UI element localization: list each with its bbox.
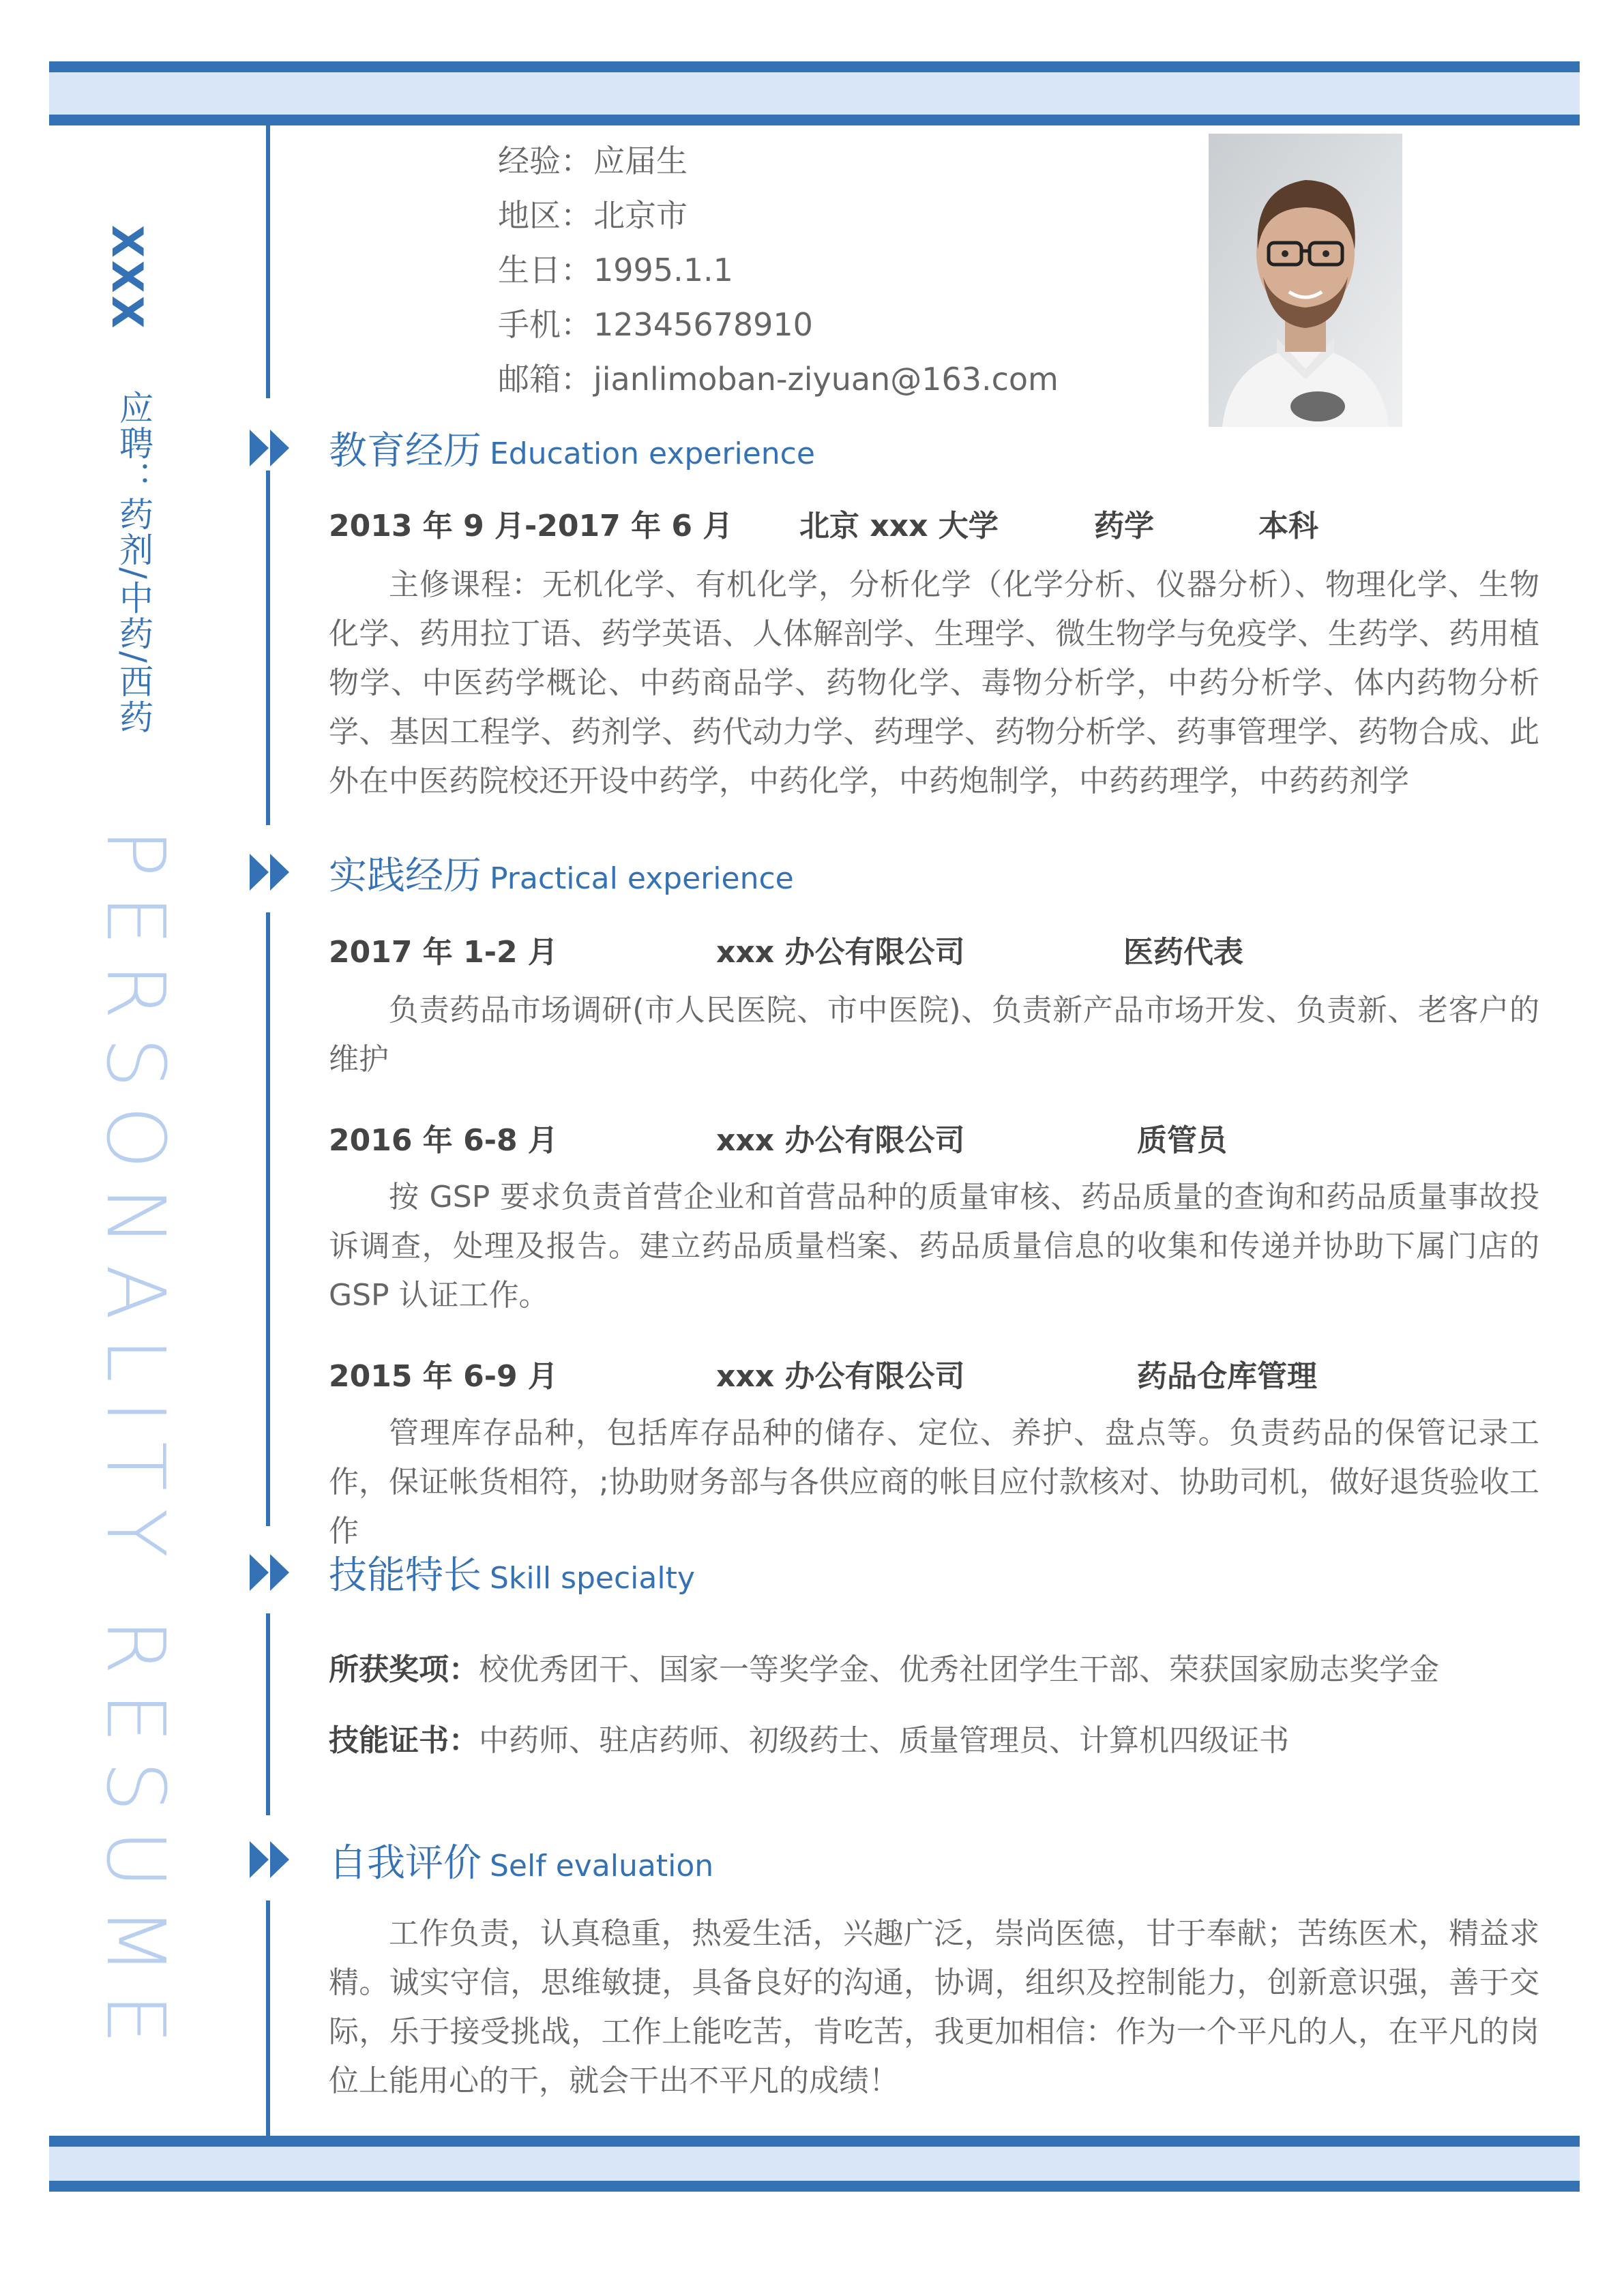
section-title-cn: 教育经历: [329, 429, 482, 473]
section-title-en: Education experience: [490, 436, 815, 471]
info-label: 经验：: [498, 143, 592, 179]
practice-description: 管理库存品种，包括库存品种的储存、定位、养护、盘点等。负责药品的保管记录工作，保证帐货相符，;协助财务部与各供应商的帐目应付款核对、协助司机，做好退货验收工作: [329, 1416, 1539, 1549]
info-label: 手机：: [498, 306, 592, 343]
section-title-practice: [329, 846, 794, 900]
timeline-line: [266, 125, 270, 398]
resume-watermark: PERSONALITY RESUME: [89, 829, 183, 2062]
bottom-band-light: [49, 2147, 1580, 2181]
info-email: [498, 355, 1059, 400]
section-title-education: [329, 421, 815, 475]
info-value: 应届生: [593, 143, 688, 179]
practice-company: xxx 办公有限公司: [716, 1123, 965, 1158]
bottom-band-dark-bottom: [49, 2181, 1580, 2192]
education-major: 药学: [1094, 509, 1154, 543]
skill-value: 校优秀团干、国家一等奖学金、优秀社团学生干部、荣获国家励志奖学金: [479, 1652, 1439, 1687]
info-value: 北京市: [593, 197, 688, 234]
info-value: 1995.1.1: [593, 252, 733, 288]
education-degree: 本科: [1258, 509, 1318, 543]
section-title-en: Skill specialty: [490, 1561, 695, 1596]
section-title-en: Practical experience: [490, 861, 794, 896]
timeline-line: [266, 1613, 270, 1815]
timeline-line: [266, 471, 270, 825]
top-band-dark-bottom: [49, 115, 1580, 125]
section-title-cn: 实践经历: [329, 854, 482, 898]
top-band-light: [49, 72, 1580, 115]
practice-role: 药品仓库管理: [1137, 1359, 1317, 1394]
info-experience: [498, 136, 688, 181]
skill-value: 中药师、驻店药师、初级药士、质量管理员、计算机四级证书: [479, 1723, 1289, 1758]
education-courses: 主修课程：无机化学、有机化学，分析化学（化学分析、仪器分析）、物理化学、生物化学、药用拉丁语、药学英语、人体解剖学、生理学、微生物学与免疫学、生药学、药用植物学、中医药学概论、中药商品学、药物化学、毒物分析学，中药分析学、体内药物分析学、基因工程学、药剂学、药代动力学、药理学、药物分析学、药事管理学、药物合成、此外在中医药院校还开设中药学，中药化学，中药炮制学，中药药理学，中药药剂学: [329, 567, 1539, 799]
practice-company: xxx 办公有限公司: [716, 935, 965, 970]
info-label: 生日：: [498, 252, 592, 288]
info-label: 地区：: [498, 197, 592, 234]
practice-description: 负责药品市场调研(市人民医院、市中医院)、负责新产品市场开发、负责新、老客户的维护: [329, 993, 1539, 1077]
section-title-en: Self evaluation: [490, 1849, 714, 1883]
timeline-line: [266, 912, 270, 1526]
practice-description: 按 GSP 要求负责首营企业和首营品种的质量审核、药品质量的查询和药品质量事故投诉调查，处理及报告。建立药品质量档案、药品质量信息的收集和传递并协助下属门店的 GSP 认证工作。: [329, 1180, 1539, 1313]
info-label: 邮箱：: [498, 361, 592, 398]
top-band-dark: [49, 61, 1580, 72]
section-title-self: [329, 1833, 713, 1888]
skill-label: 技能证书：: [329, 1723, 479, 1758]
self-evaluation-text: 工作负责，认真稳重，热爱生活，兴趣广泛，崇尚医德，甘于奉献；苦练医术，精益求精。诚实守信，思维敏捷，具备良好的沟通，协调，组织及控制能力，创新意识强，善于交际，乐于接受挑战，工作上能吃苦，肯吃苦，我更加相信：作为一个平凡的人，在平凡的岗位上能用心的干，就会干出不平凡的成绩！: [329, 1916, 1539, 2098]
practice-date: 2017 年 1-2 月: [329, 935, 558, 970]
info-phone: [498, 300, 813, 345]
double-chevron-right-icon: [250, 854, 291, 891]
double-chevron-right-icon: [250, 1554, 291, 1591]
practice-role: 医药代表: [1123, 935, 1243, 970]
education-date: 2013 年 9 月-2017 年 6 月: [329, 509, 733, 543]
bottom-band-dark: [49, 2136, 1580, 2147]
section-title-cn: 自我评价: [329, 1841, 482, 1885]
info-value: 12345678910: [593, 306, 813, 343]
info-region: [498, 191, 688, 236]
skill-awards: [329, 1645, 1439, 1688]
education-school: 北京 xxx 大学: [799, 509, 999, 543]
info-value: jianlimoban-ziyuan@163.com: [593, 361, 1059, 398]
practice-role: 质管员: [1137, 1123, 1227, 1158]
timeline-line: [266, 1900, 270, 2136]
practice-company: xxx 办公有限公司: [716, 1359, 965, 1394]
section-title-skills: [329, 1545, 695, 1600]
avatar: [1209, 134, 1402, 427]
double-chevron-right-icon: [250, 430, 291, 466]
profile-photo: [1209, 134, 1402, 427]
section-title-cn: 技能特长: [329, 1553, 482, 1598]
practice-date: 2015 年 6-9 月: [329, 1359, 558, 1394]
practice-date: 2016 年 6-8 月: [329, 1123, 558, 1158]
skill-label: 所获奖项：: [329, 1652, 479, 1687]
skill-certificates: [329, 1716, 1289, 1759]
applied-position: 应聘：药剂/中药/西药: [114, 390, 153, 735]
candidate-name: XXX: [102, 225, 152, 331]
double-chevron-right-icon: [250, 1841, 291, 1878]
info-birthday: [498, 245, 733, 290]
